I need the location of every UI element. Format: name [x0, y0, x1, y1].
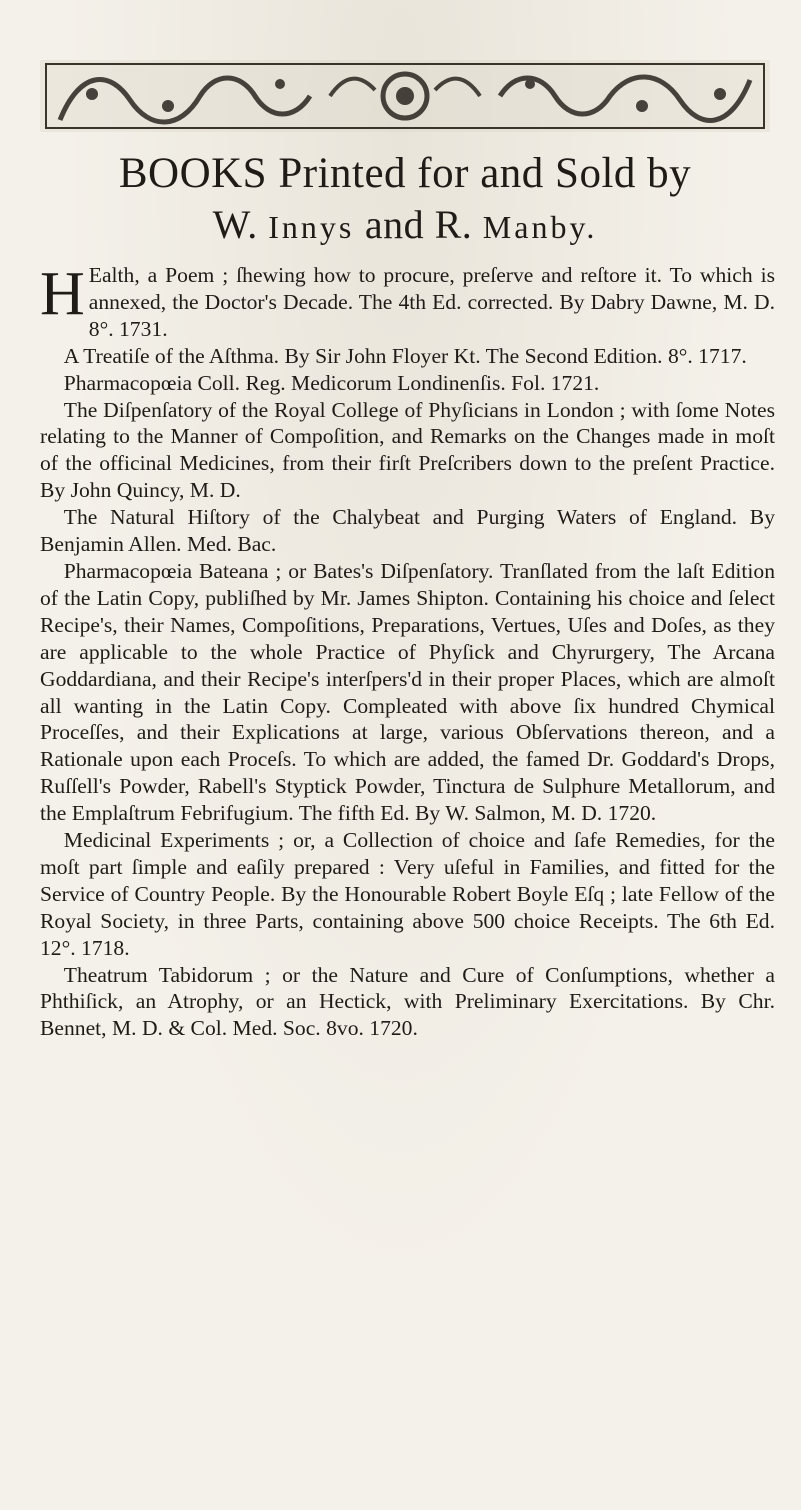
heading-line-1: BOOKS Printed for and Sold by — [118, 150, 692, 197]
book-entry-text: Medicinal Experiments ; or, a Collection of choice and ſafe Remedies, for the moſt part ſimple and eaſily prepared : Very uſeful in Families, and fitted for the Service of Country People. By the Honourable Robert Boyle Eſq ; late Fellow of the Royal Society, in three Parts, containing above 500 choice Receipts. The 6th Ed. 12°. 1718. — [40, 828, 775, 960]
book-entry-text: The Natural Hiſtory of the Chalybeat and Purging Waters of England. By Benjamin Allen. Med. Bac. — [40, 505, 775, 557]
publisher-initial: W. — [212, 202, 258, 247]
book-entry-text: Pharmacopœia Bateana ; or Bates's Diſpenſatory. Tranſlated from the laſt Edition of the Latin Copy, publiſhed by Mr. James Shipton. Containing his choice and ſelect Recipe's, their Names, Compoſitions, Preparations, Vertues, Uſes and Doſes, as they are applicable to the whole Practice of Phyſick and Chyrurgery, The Arcana Goddardiana, and their Recipe's interſpers'd in their proper Places, which are almoſt all wanting in the Latin Copy. Compleated with above ſix hundred Chymical Proceſſes, and their Explications at large, various Obſervations thereon, and a Rationale upon each Proceſs. To which are added, the famed Dr. Goddard's Drops, Ruſſell's Powder, Rabell's Styptick Powder, Tinctura de Sulphure Metallorum, and the Emplaſtrum Febrifugium. The fifth Ed. By W. Salmon, M. D. 1720. — [40, 558, 775, 826]
drop-cap: H — [40, 260, 85, 328]
publisher-initial-2: R. — [434, 202, 473, 247]
publisher-name-1: Innys — [268, 209, 355, 245]
book-entry-text: Pharmacopœia Coll. Reg. Medicorum Londinenſis. Fol. 1721. — [63, 370, 600, 395]
book-entry-text: Theatrum Tabidorum ; or the Nature and Cure of Conſumptions, whether a Phthiſick, an Atrophy, or an Hectick, with Preliminary Exercitations. By Chr. Bennet, M. D. & Col. Med. Soc. 8vo. 1720. — [40, 962, 775, 1041]
book-entry — [40, 343, 775, 370]
heading-divider — [30, 258, 770, 259]
book-entry — [40, 370, 775, 397]
headpiece-ornament-icon — [40, 60, 770, 132]
publisher-name-2: Manby. — [482, 209, 598, 245]
book-entry — [40, 558, 775, 827]
book-entry-text: A Treatiſe of the Aſthma. By Sir John Floyer Kt. The Second Edition. 8°. 1717. — [63, 343, 747, 368]
book-entry — [40, 397, 775, 505]
publisher-conjunction: and — [364, 202, 425, 247]
book-entry-text: Ealth, a Poem ; ſhewing how to procure, preſerve and reſtore it. To which is annexed, the Doctor's Decade. The 4th Ed. corrected. By Dabry Dawne, M. D. 8°. 1731. — [88, 263, 775, 341]
book-entry — [40, 262, 775, 343]
book-list — [40, 262, 775, 1042]
catalogue-heading — [20, 146, 790, 202]
book-entry — [40, 504, 775, 558]
book-entry-text: The Diſpenſatory of the Royal College of Phyſicians in London ; with ſome Notes relating to the Manner of Compoſition, and Remarks on the Changes made in moſt of the officinal Medicines, from their firſt Preſcribers down to the preſent Practice. By John Quincy, M. D. — [40, 397, 775, 503]
publishers-line — [20, 198, 790, 254]
book-entry — [40, 962, 775, 1043]
book-entry — [40, 827, 775, 962]
